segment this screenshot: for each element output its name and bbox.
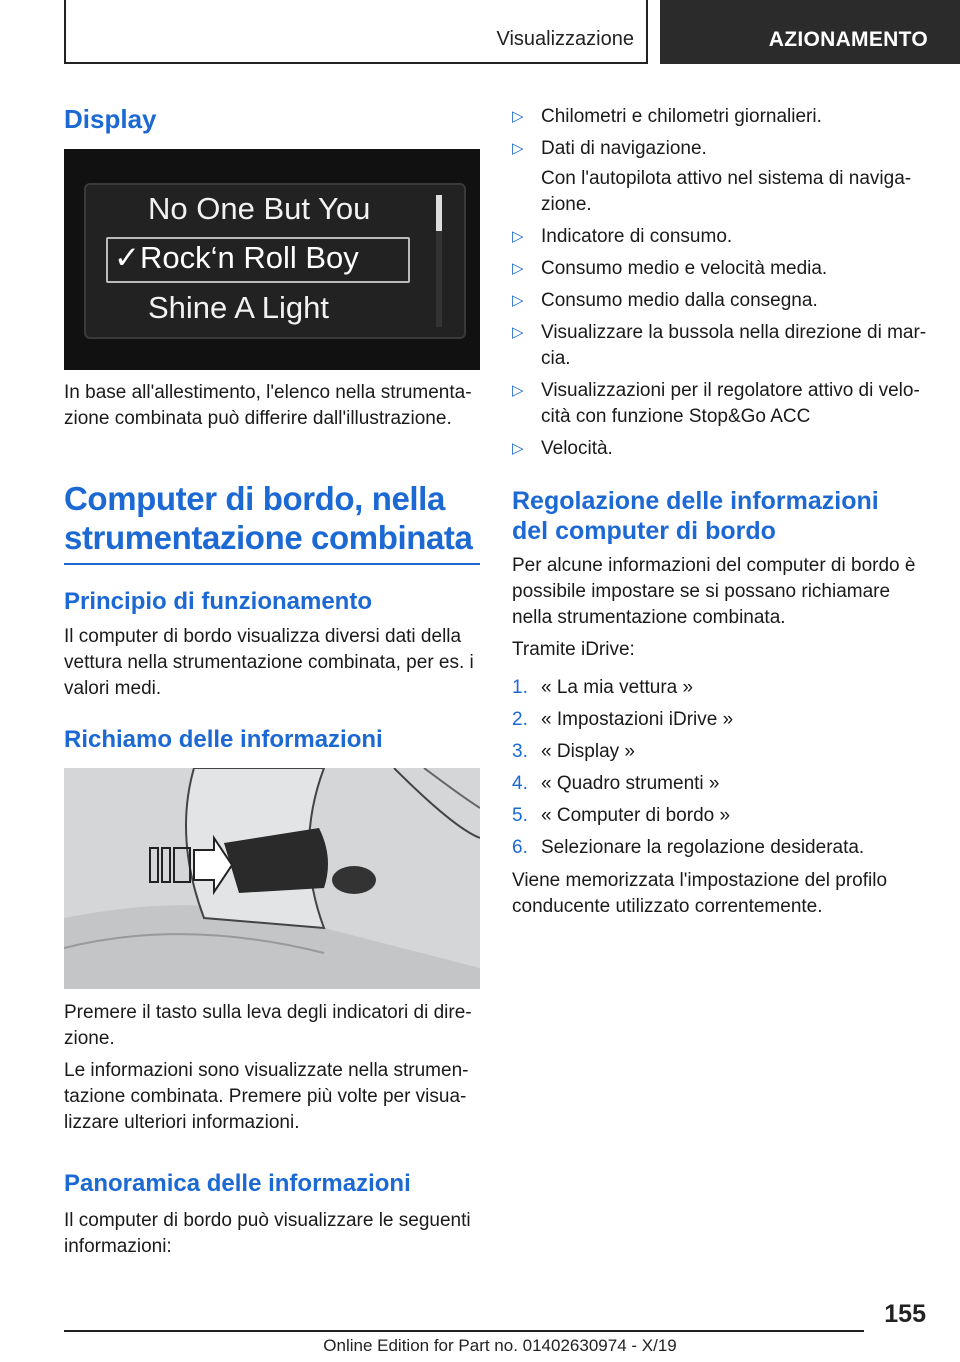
page-number: 155 bbox=[884, 1300, 926, 1328]
list-item: ▷ Dati di navigazione. bbox=[512, 138, 707, 159]
adjust-title-1: Regolazione delle informazioni bbox=[512, 487, 879, 515]
header-section: Visualizzazione bbox=[496, 28, 634, 50]
display-title: Display bbox=[64, 104, 157, 134]
list-item: ▷ Consumo medio dalla consegna. bbox=[512, 290, 818, 311]
list-item: ▷ Visualizzare la bussola nella direzione di mar‐cia. bbox=[512, 322, 927, 369]
recall-text: Le informazioni sono visualizzate nella strumen‐tazione combinata. Premere più volte per visua‐lizzare ulteriori informazioni. bbox=[64, 1060, 469, 1133]
list-item: ▷ Indicatore di consumo. bbox=[512, 226, 733, 247]
list-item: 6. Selezionare la regolazione desiderata. bbox=[512, 837, 865, 858]
list-item: 3. « Display » bbox=[512, 741, 635, 762]
list-item: ▷ Consumo medio e velocità media. bbox=[512, 258, 828, 279]
main-title-2: strumentazione combinata bbox=[64, 519, 473, 556]
edition-text: Online Edition for Part no. 01402630974 - X/19 bbox=[323, 1336, 677, 1355]
display-line-1: No One But You bbox=[148, 191, 371, 226]
principle-text: Il computer di bordo visualizza diversi dati della vettura nella strumentazione combinata, per es. i valori medi. bbox=[64, 626, 474, 699]
overview-text: Il computer di bordo può visualizzare le seguenti informazioni: bbox=[64, 1210, 471, 1257]
adjust-title-2: del computer di bordo bbox=[512, 517, 776, 545]
list-item: ▷ Velocità. bbox=[512, 438, 613, 459]
closing-text: Viene memorizzata l'impostazione del profilo conducente utilizzato correntemente. bbox=[512, 870, 888, 917]
list-item: ▷ Chilometri e chilometri giornalieri. bbox=[512, 106, 822, 127]
turn-signal-lever-image bbox=[64, 768, 480, 989]
display-image bbox=[64, 149, 480, 370]
title-rule bbox=[64, 563, 480, 565]
main-title-1: Computer di bordo, nella bbox=[64, 480, 445, 517]
header-chapter-box bbox=[660, 0, 960, 64]
recall-caption: Premere il tasto sulla leva degli indicatori di dire‐zione. bbox=[64, 1002, 472, 1049]
principle-title: Principio di funzionamento bbox=[64, 588, 372, 615]
list-item: 2. « Impostazioni iDrive » bbox=[512, 709, 734, 730]
adjust-text: Per alcune informazioni del computer di bordo è possibile impostare se si possano richiamare nella strumentazione combinata. bbox=[512, 555, 916, 628]
idrive-steps bbox=[512, 675, 928, 861]
via-idrive: Tramite iDrive: bbox=[512, 639, 635, 660]
list-item: 5. « Computer di bordo » bbox=[512, 805, 731, 826]
header-chapter: AZIONAMENTO bbox=[768, 28, 928, 51]
display-line-2: ✓Rock‘n Roll Boy bbox=[114, 240, 359, 275]
list-item-note: Con l'autopilota attivo nel sistema di naviga‐zione. bbox=[541, 168, 912, 215]
display-caption: In base all'allestimento, l'elenco nella strumenta‐zione combinata può differire dall'illustrazione. bbox=[64, 382, 472, 429]
list-item: ▷ Visualizzazioni per il regolatore attivo di velo‐cità con funzione Stop&Go ACC bbox=[512, 380, 920, 427]
overview-title: Panoramica delle informazioni bbox=[64, 1170, 411, 1197]
header-section-box bbox=[64, 0, 648, 64]
footer-rule bbox=[64, 1330, 864, 1332]
list-item: 4. « Quadro strumenti » bbox=[512, 773, 720, 794]
scrollbar-thumb bbox=[436, 195, 442, 231]
info-bullet-list bbox=[512, 104, 928, 462]
display-line-3: Shine A Light bbox=[148, 290, 329, 325]
recall-title: Richiamo delle informazioni bbox=[64, 726, 383, 753]
list-item: 1. « La mia vettura » bbox=[512, 677, 694, 698]
